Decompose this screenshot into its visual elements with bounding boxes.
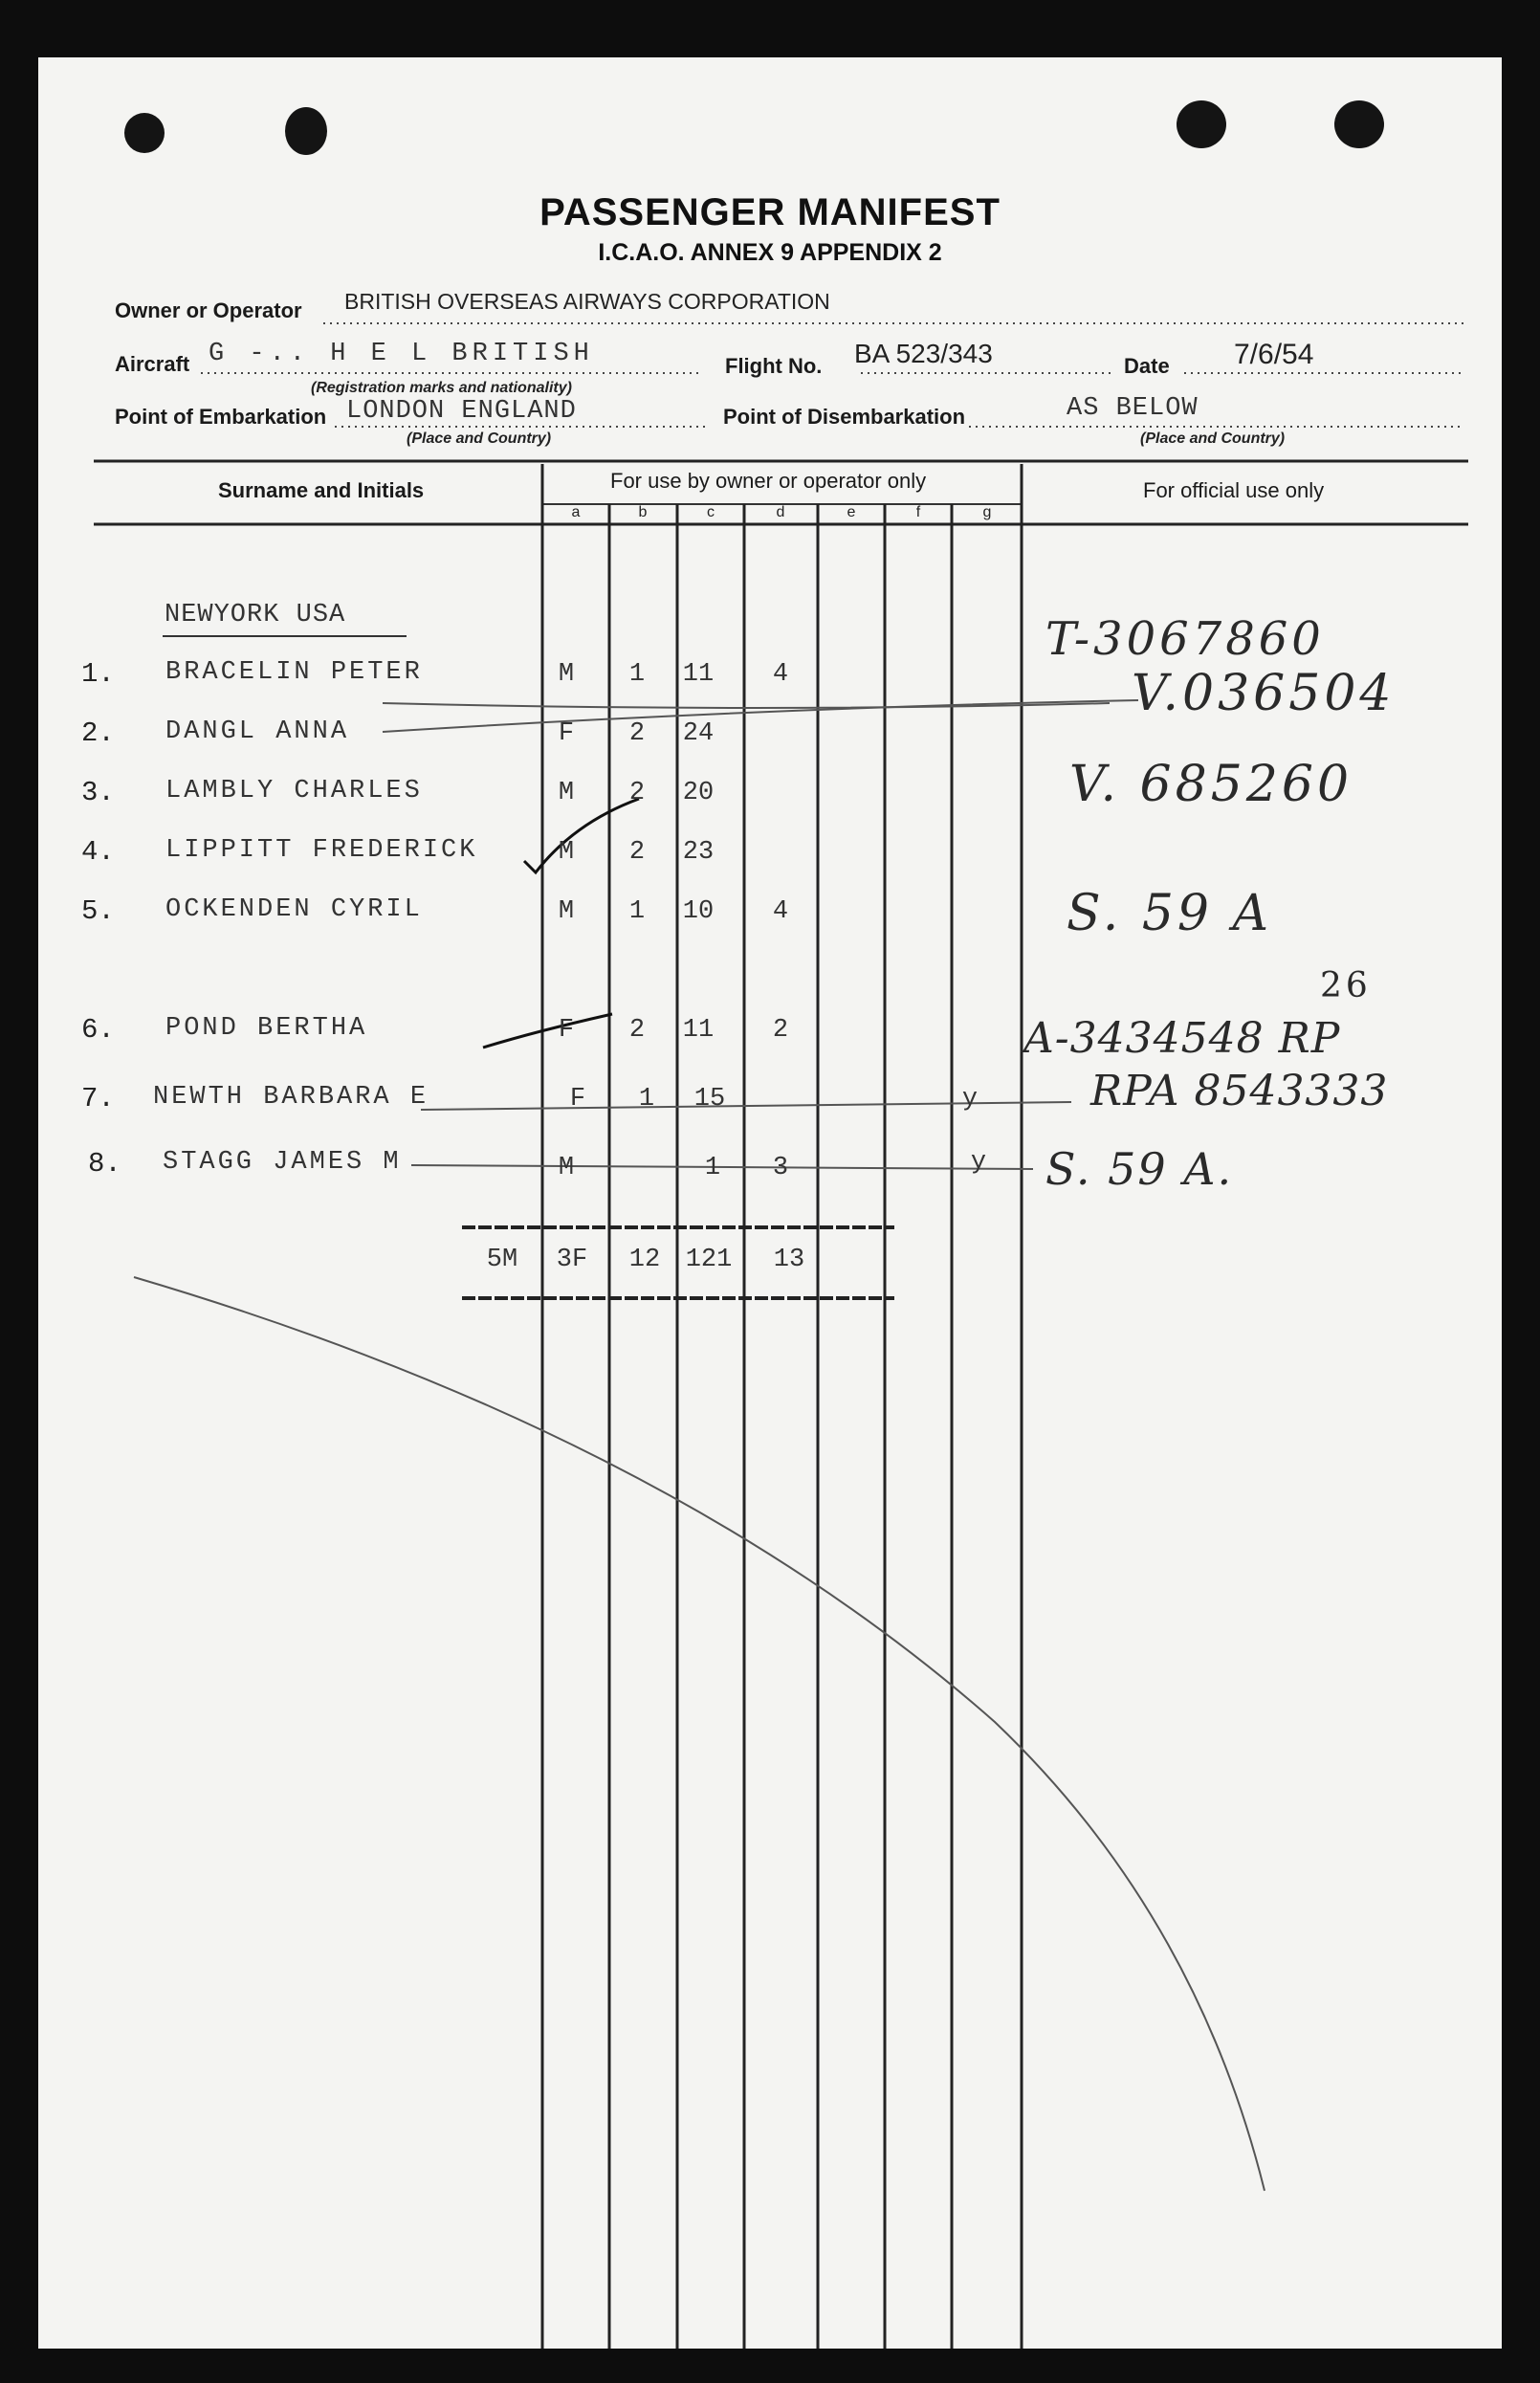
official-note: V. 685260	[1069, 756, 1353, 813]
col-surname-header: Surname and Initials	[218, 478, 425, 502]
cell-d: 3	[772, 1154, 789, 1182]
owner-value: BRITISH OVERSEAS AIRWAYS CORPORATION	[344, 289, 830, 314]
row-number: 8.	[88, 1148, 121, 1180]
official-note: S. 59 A.	[1045, 1143, 1234, 1195]
subcol-d: d	[776, 504, 785, 520]
official-note: T-3067860	[1045, 612, 1325, 666]
cell-b: 2	[628, 779, 646, 807]
passenger-name: LIPPITT FREDERICK	[165, 836, 478, 865]
passenger-name: BRACELIN PETER	[165, 658, 423, 687]
cell-a: M	[558, 897, 575, 926]
cell-b: 1	[628, 660, 646, 689]
flight-value: BA 523/343	[854, 339, 993, 368]
date-label: Date	[1124, 354, 1170, 378]
cell-a: F	[569, 1085, 586, 1114]
cell-c: 10	[682, 897, 715, 926]
cell-b: 2	[628, 719, 646, 748]
date-value: 7/6/54	[1234, 339, 1314, 370]
cell-c: 23	[682, 838, 715, 867]
cell-c: 15	[693, 1085, 726, 1114]
row-number: 4.	[81, 836, 115, 868]
cell-d: 4	[772, 897, 789, 926]
subcol-c: c	[707, 504, 715, 520]
cell-a: M	[558, 779, 575, 807]
aircraft-label: Aircraft	[115, 352, 190, 376]
owner-label: Owner or Operator	[115, 298, 302, 322]
embark-label: Point of Embarkation	[115, 405, 327, 429]
row-number: 7.	[81, 1083, 115, 1114]
cell-b: 1	[628, 897, 646, 926]
passenger-name: POND BERTHA	[165, 1014, 368, 1043]
cell-a: F	[558, 1016, 575, 1045]
subcol-g: g	[982, 504, 992, 520]
embark-value: LONDON ENGLAND	[346, 397, 577, 426]
disembark-note: (Place and Country)	[1140, 430, 1286, 447]
cell-d: 2	[772, 1016, 789, 1045]
page-title: PASSENGER MANIFEST	[539, 191, 1001, 233]
disembark-value: AS BELOW	[1067, 394, 1199, 423]
flight-label: Flight No.	[725, 354, 823, 378]
official-note-extra: 26	[1320, 966, 1372, 1005]
subcol-b: b	[638, 504, 648, 520]
destination-label: NEWYORK USA	[165, 601, 346, 629]
official-note: S. 59 A	[1067, 885, 1273, 942]
row-number: 1.	[81, 658, 115, 690]
subcol-e: e	[847, 504, 856, 520]
cell-a: F	[558, 719, 575, 748]
cell-c: 11	[682, 660, 715, 689]
official-note: RPA 8543333	[1090, 1067, 1389, 1115]
cell-g: y	[961, 1085, 979, 1114]
col-owner-header: For use by owner or operator only	[610, 469, 927, 493]
embark-note: (Place and Country)	[407, 430, 552, 447]
passenger-name: DANGL ANNA	[165, 717, 350, 746]
cell-c: 11	[682, 1016, 715, 1045]
row-number: 2.	[81, 717, 115, 749]
disembark-label: Point of Disembarkation	[723, 405, 966, 429]
passenger-name: LAMBLY CHARLES	[165, 777, 423, 805]
cell-g: y	[970, 1148, 987, 1177]
cell-b: 2	[628, 838, 646, 867]
subcol-f: f	[915, 504, 921, 520]
cell-b: 2	[628, 1016, 646, 1045]
cell-d: 4	[772, 660, 789, 689]
subcol-a: a	[571, 504, 581, 520]
row-number: 5.	[81, 895, 115, 927]
row-number: 6.	[81, 1014, 115, 1046]
cell-c: 24	[682, 719, 715, 748]
cell-a: M	[558, 1154, 575, 1182]
total-d: 13	[773, 1246, 805, 1274]
passenger-name: NEWTH BARBARA E	[153, 1083, 429, 1112]
official-note: V.036504	[1132, 665, 1396, 722]
page-subtitle: I.C.A.O. ANNEX 9 APPENDIX 2	[598, 239, 942, 266]
total-c: 121	[685, 1246, 733, 1274]
cell-b: 1	[638, 1085, 655, 1114]
total-male: 5M	[486, 1246, 518, 1274]
total-b: 12	[628, 1246, 661, 1274]
total-female: 3F	[556, 1246, 588, 1274]
official-note: A-3434548 RP	[1023, 1014, 1341, 1063]
aircraft-value: G -.. H E L BRITISH	[209, 340, 594, 368]
col-official-header: For official use only	[1143, 478, 1325, 502]
passenger-name: STAGG JAMES M	[163, 1148, 402, 1177]
cell-c: 20	[682, 779, 715, 807]
cell-b: 1	[704, 1154, 721, 1182]
cell-a: M	[558, 838, 575, 867]
passenger-name: OCKENDEN CYRIL	[165, 895, 423, 924]
row-number: 3.	[81, 777, 115, 808]
cell-a: M	[558, 660, 575, 689]
aircraft-note: (Registration marks and nationality)	[311, 380, 572, 396]
